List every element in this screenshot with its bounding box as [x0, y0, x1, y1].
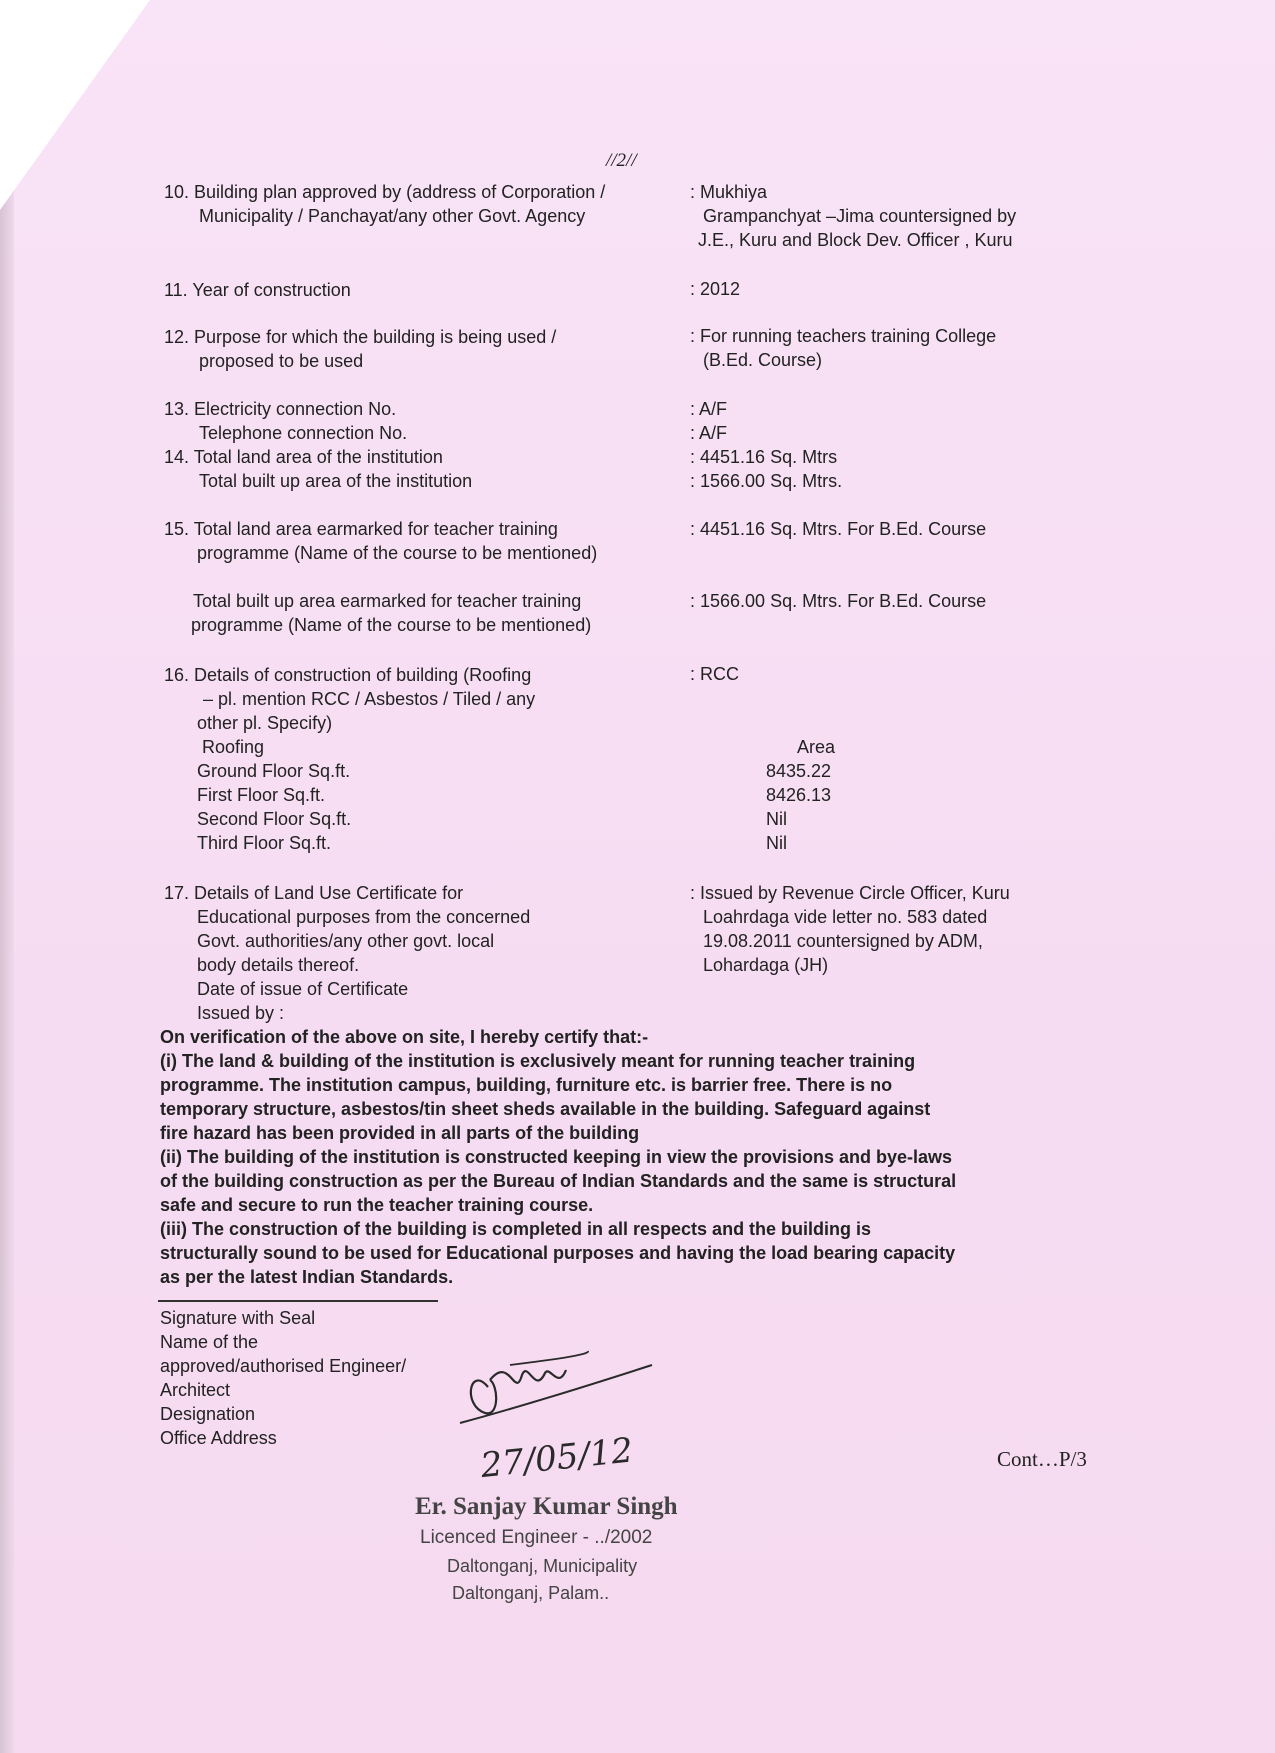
certification-line: On verification of the above on site, I hereby certify that:- — [160, 1027, 649, 1047]
floor-value: Nil — [766, 833, 787, 853]
certification-line: programme. The institution campus, building, furniture etc. is barrier free. There is no — [160, 1075, 893, 1095]
floor-value: 8435.22 — [766, 761, 832, 781]
item-17-value-line-1: : Issued by Revenue Circle Officer, Kuru — [690, 883, 1010, 903]
certification-line: temporary structure, asbestos/tin sheet sheds available in the building. Safeguard against — [160, 1099, 931, 1119]
item-17-label-line-4: body details thereof. — [197, 955, 360, 975]
certification-line: (ii) The building of the institution is constructed keeping in view the provisions and bye-laws — [160, 1147, 953, 1167]
item-13-telephone-label: Telephone connection No. — [199, 423, 408, 443]
designation-label: Designation — [160, 1404, 256, 1424]
certification-line: (iii) The construction of the building is completed in all respects and the building is — [160, 1219, 872, 1239]
floor-label: Ground Floor Sq.ft. — [197, 761, 351, 781]
engineer-name-label: Name of the — [160, 1332, 259, 1352]
item-12-label-line-1: 12. Purpose for which the building is being used / — [164, 327, 557, 347]
item-13-electricity-value: : A/F — [690, 399, 728, 419]
item-17-label-line-5: Date of issue of Certificate — [197, 979, 409, 999]
stamp-address: Daltonganj, Palam.. — [452, 1583, 610, 1603]
item-16-value: : RCC — [690, 664, 739, 684]
item-15-land-label-line-1: 15. Total land area earmarked for teacher training — [164, 519, 558, 539]
signature-with-seal-label: Signature with Seal — [160, 1308, 316, 1328]
page-number: //2// — [606, 150, 637, 171]
continuation-note: Cont…P/3 — [997, 1447, 1087, 1471]
item-13-telephone-value: : A/F — [690, 423, 728, 443]
certification-line: fire hazard has been provided in all parts of the building — [160, 1123, 640, 1143]
page-left-edge — [0, 0, 14, 1753]
stamp-municipality: Daltonganj, Municipality — [447, 1556, 638, 1576]
item-11-label: 11. Year of construction — [164, 280, 351, 300]
floor-label: Second Floor Sq.ft. — [197, 809, 352, 829]
item-16-label-line-3: other pl. Specify) — [197, 713, 333, 733]
item-17-label-line-3: Govt. authorities/any other govt. local — [197, 931, 495, 951]
floor-value: 8426.13 — [766, 785, 832, 805]
item-10-label-line-1: 10. Building plan approved by (address of Corporation / — [164, 182, 606, 202]
item-12-value-line-1: : For running teachers training College — [690, 326, 997, 346]
engineer-role-label: approved/authorised Engineer/ — [160, 1356, 407, 1376]
item-10-value-line-2: Grampanchyat –Jima countersigned by — [703, 206, 1017, 226]
item-17-label-line-1: 17. Details of Land Use Certificate for — [164, 883, 464, 903]
certification-line: (i) The land & building of the institution is exclusively meant for running teacher training — [160, 1051, 916, 1071]
item-10-value-line-3: J.E., Kuru and Block Dev. Officer , Kuru — [698, 230, 1013, 250]
item-15-land-label-line-2: programme (Name of the course to be mentioned) — [197, 543, 598, 563]
stamp-licence: Licenced Engineer - ../2002 — [420, 1527, 653, 1548]
signature-date: 27/05/12 — [478, 1430, 635, 1487]
office-address-label: Office Address — [160, 1428, 277, 1448]
item-14-land-value: : 4451.16 Sq. Mtrs — [690, 447, 838, 467]
item-15-builtup-value: : 1566.00 Sq. Mtrs. For B.Ed. Course — [690, 591, 987, 611]
signature-line — [158, 1300, 438, 1302]
item-12-value-line-2: (B.Ed. Course) — [703, 350, 823, 370]
stamp-name: Er. Sanjay Kumar Singh — [415, 1493, 678, 1520]
item-17-label-line-6: Issued by : — [197, 1003, 285, 1023]
item-10-label-line-2: Municipality / Panchayat/any other Govt. Agency — [199, 206, 586, 226]
item-17-value-line-2: Loahrdaga vide letter no. 583 dated — [703, 907, 988, 927]
item-14-land-label: 14. Total land area of the institution — [164, 447, 443, 467]
area-header: Area — [797, 737, 836, 757]
item-16-label-line-2: – pl. mention RCC / Asbestos / Tiled / any — [203, 689, 536, 709]
item-17-value-line-3: 19.08.2011 countersigned by ADM, — [703, 931, 983, 951]
item-17-label-line-2: Educational purposes from the concerned — [197, 907, 531, 927]
folded-corner — [0, 0, 150, 210]
item-16-label-line-1: 16. Details of construction of building (Roofing — [164, 665, 532, 685]
floor-label: Third Floor Sq.ft. — [197, 833, 332, 853]
item-13-electricity-label: 13. Electricity connection No. — [164, 399, 397, 419]
architect-label: Architect — [160, 1380, 231, 1400]
item-12-label-line-2: proposed to be used — [199, 351, 364, 371]
item-11-value: : 2012 — [690, 279, 741, 299]
item-14-builtup-label: Total built up area of the institution — [199, 471, 473, 491]
item-15-builtup-label-line-2: programme (Name of the course to be mentioned) — [191, 615, 592, 635]
item-17-value-line-4: Lohardaga (JH) — [703, 955, 829, 975]
item-10-value-line-1: : Mukhiya — [690, 182, 768, 202]
item-14-builtup-value: : 1566.00 Sq. Mtrs. — [690, 471, 843, 491]
certification-line: as per the latest Indian Standards. — [160, 1267, 454, 1287]
item-15-land-value: : 4451.16 Sq. Mtrs. For B.Ed. Course — [690, 519, 987, 539]
item-15-builtup-label-line-1: Total built up area earmarked for teacher training — [193, 591, 582, 611]
floor-label: First Floor Sq.ft. — [197, 785, 326, 805]
certification-line: of the building construction as per the Bureau of Indian Standards and the same is structural — [160, 1171, 957, 1191]
handwritten-signature — [440, 1345, 670, 1490]
floor-value: Nil — [766, 809, 787, 829]
certification-line: structurally sound to be used for Educational purposes and having the load bearing capacity — [160, 1243, 956, 1263]
roofing-label: Roofing — [202, 737, 265, 757]
certification-line: safe and secure to run the teacher training course. — [160, 1195, 594, 1215]
